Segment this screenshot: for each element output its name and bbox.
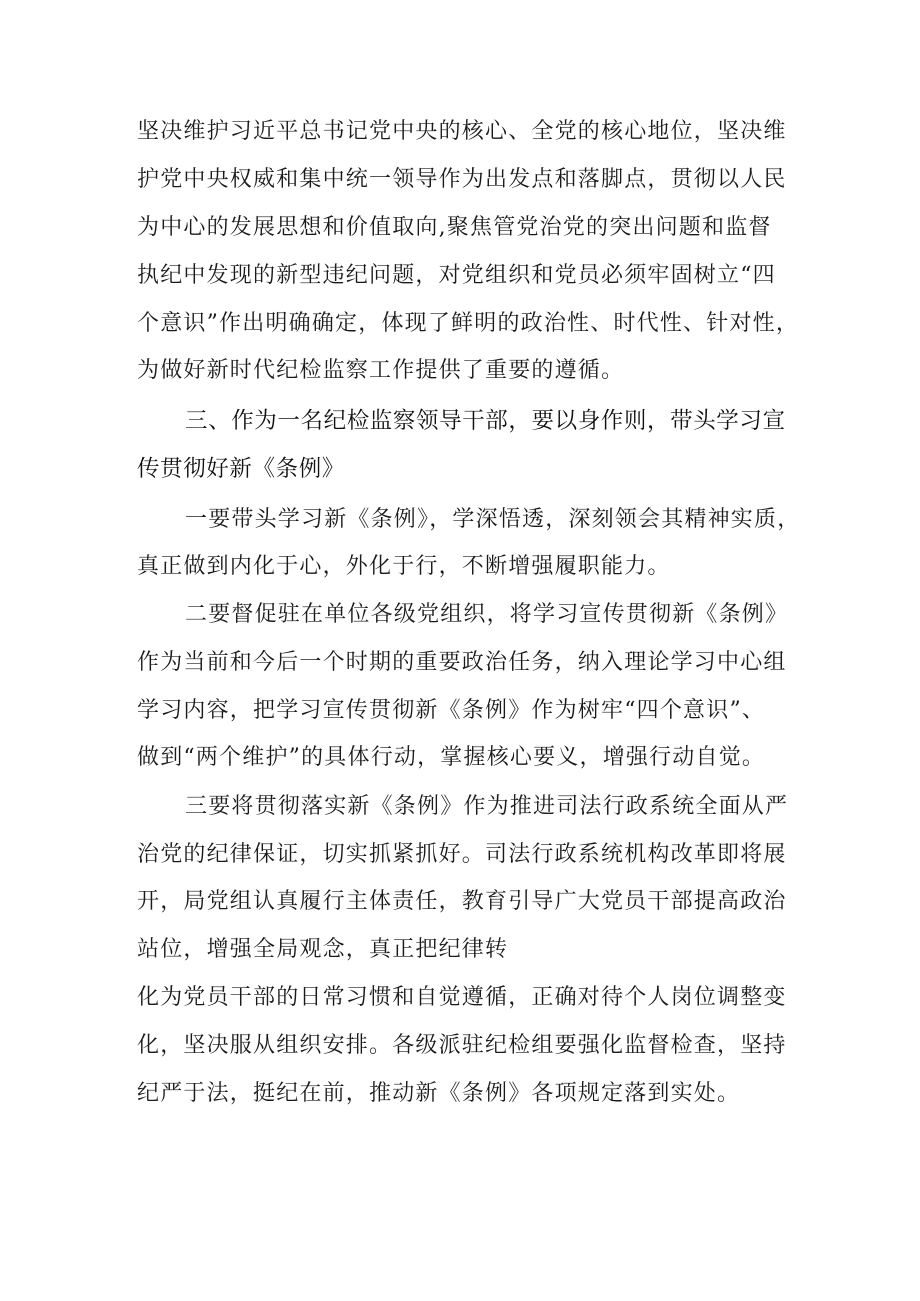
text-line: 化为党员干部的日常习惯和自觉遵循，正确对待个人岗位调整变 [137, 985, 787, 1010]
text-line: 站位，增强全局观念，真正把纪律转 [137, 937, 509, 962]
text-line: 治党的纪律保证，切实抓紧抓好。司法行政系统机构改革即将展 [137, 842, 787, 867]
text-line: 护党中央权威和集中统一领导作为出发点和落脚点，贯彻以人民 [137, 167, 787, 192]
text-line: 开，局党组认真履行主体责任，教育引导广大党员干部提高政治 [137, 889, 787, 914]
heading-line: 三、作为一名纪检监察领导干部，要以身作则，带头学习宣 [185, 408, 786, 434]
text-line: 为做好新时代纪检监察工作提供了重要的遵循。 [137, 358, 625, 383]
heading-line: 传贯彻好新《条例》 [137, 456, 345, 482]
text-line: 为中心的发展思想和价值取向,聚焦管党治党的突出问题和监督 [137, 215, 772, 240]
text-line: 化，坚决服从组织安排。各级派驻纪检组要强化监督检查，坚持 [137, 1033, 787, 1058]
text-line: 二要督促驻在单位各级党组织，将学习宣传贯彻新《条例》 [185, 602, 789, 627]
text-line: 做到“两个维护”的具体行动，掌握核心要义，增强行动自觉。 [137, 745, 766, 770]
text-line: 个意识”作出明确确定，体现了鲜明的政治性、时代性、针对性， [137, 311, 800, 336]
text-line: 一要带头学习新《条例》，学深悟透，深刻领会其精神实质， [185, 507, 801, 532]
text-line: 学习内容，把学习宣传贯彻新《条例》作为树牢“四个意识”、 [137, 698, 766, 723]
text-line: 执纪中发现的新型违纪问题，对党组织和党员必须牢固树立“四 [137, 263, 776, 288]
text-line: 作为当前和今后一个时期的重要政治任务，纳入理论学习中心组 [137, 650, 787, 675]
text-line: 纪严于法，挺纪在前，推动新《条例》各项规定落到实处。 [137, 1081, 741, 1106]
text-line: 真正做到内化于心，外化于行，不断增强履职能力。 [137, 554, 671, 579]
text-line: 坚决维护习近平总书记党中央的核心、全党的核心地位，坚决维 [137, 119, 787, 144]
text-line: 三要将贯彻落实新《条例》作为推进司法行政系统全面从严 [185, 794, 789, 819]
